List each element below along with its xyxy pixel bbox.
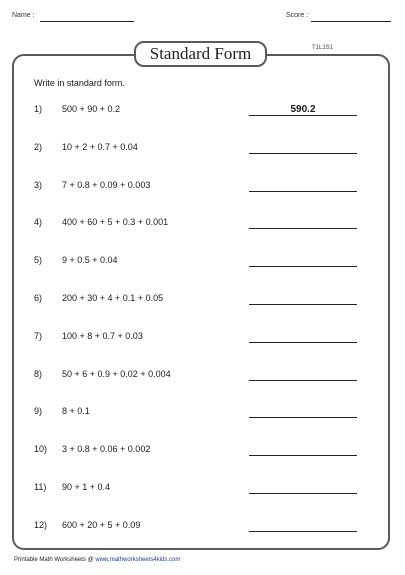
answer-line[interactable] [249, 417, 357, 418]
score-line[interactable] [311, 21, 391, 22]
footer-site-link[interactable]: www.mathworksheets4kids.com [95, 557, 181, 563]
answer-line[interactable] [249, 153, 357, 154]
answer-line[interactable] [249, 455, 357, 456]
problem-expression: 7 + 0.8 + 0.09 + 0.003 [62, 179, 151, 190]
problem-number: 8) [34, 368, 43, 379]
footer-prefix: Printable Math Worksheets @ [14, 557, 96, 563]
problem-number: 12) [34, 519, 48, 530]
problem-row [0, 255, 405, 273]
problem-expression: 500 + 90 + 0.2 [62, 104, 121, 114]
problem-row [0, 369, 405, 387]
problem-expression: 8 + 0.1 [62, 406, 90, 417]
problem-expression: 200 + 30 + 4 + 0.1 + 0.05 [62, 293, 164, 303]
answer-line[interactable] [249, 342, 357, 343]
problem-number: 10) [34, 444, 48, 455]
name-line[interactable] [40, 21, 134, 22]
problem-number: 2) [34, 141, 43, 152]
problem-row [0, 217, 405, 235]
answer-line[interactable] [249, 304, 357, 305]
worksheet-title: Standard Form [134, 41, 267, 67]
problem-row [0, 331, 405, 349]
problem-number: 6) [34, 293, 43, 303]
problem-row [0, 104, 405, 122]
problem-row [0, 482, 405, 500]
problem-row [0, 520, 405, 538]
problem-row [0, 406, 405, 424]
answer-line[interactable] [249, 493, 357, 494]
answer-line[interactable] [249, 266, 357, 267]
problem-expression: 600 + 20 + 5 + 0.09 [62, 519, 141, 530]
problem-number: 1) [34, 104, 43, 114]
problem-number: 9) [34, 406, 43, 417]
problem-row [0, 142, 405, 160]
problem-row [0, 293, 405, 311]
problem-number: 7) [34, 330, 43, 341]
problem-number: 4) [34, 217, 43, 228]
problem-expression: 400 + 60 + 5 + 0.3 + 0.001 [62, 217, 169, 228]
score-label: Score : [286, 12, 309, 19]
instruction: Write in standard form. [34, 78, 125, 88]
answer-line[interactable] [249, 531, 357, 532]
footer [14, 557, 180, 563]
problem-row [0, 444, 405, 462]
problem-number: 5) [34, 255, 43, 266]
problem-number: 11) [34, 482, 47, 492]
problem-expression: 9 + 0.5 + 0.04 [62, 255, 118, 266]
problem-expression: 10 + 2 + 0.7 + 0.04 [62, 141, 138, 152]
answer-line[interactable] [249, 380, 357, 381]
problem-number: 3) [34, 179, 43, 190]
answer-line[interactable] [249, 115, 357, 116]
problem-expression: 90 + 1 + 0.4 [62, 482, 111, 492]
problem-expression: 100 + 8 + 0.7 + 0.03 [62, 330, 143, 341]
problem-row [0, 180, 405, 198]
problem-expression: 3 + 0.8 + 0.06 + 0.002 [62, 444, 151, 455]
answer-line[interactable] [249, 228, 357, 229]
name-label: Name : [12, 12, 35, 19]
worksheet-code: T1L1S1 [312, 45, 334, 51]
answer-line[interactable] [249, 191, 357, 192]
answer-value: 590.2 [290, 104, 316, 115]
problem-expression: 50 + 6 + 0.9 + 0.02 + 0.004 [62, 368, 171, 379]
